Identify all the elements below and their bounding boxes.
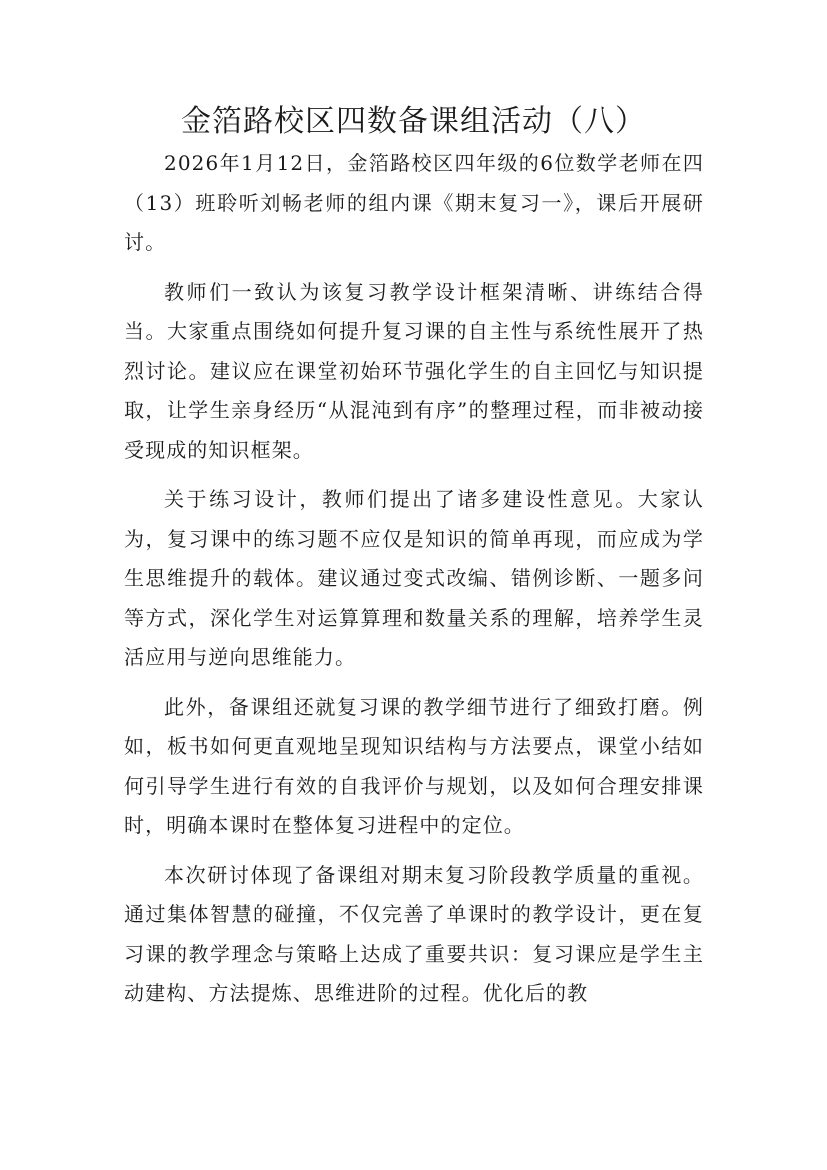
paragraph-2: 教师们一致认为该复习教学设计框架清晰、讲练结合得当。大家重点围绕如何提升复习课的自主性与系统性展开了热烈讨论。建议应在课堂初始环节强化学生的自主回忆与知识提取，让学生亲身经历“从混沌到有序”的整理过程，而非被动接受现成的知识框架。 [124, 279, 704, 462]
paragraph-3: 关于练习设计，教师们提出了诸多建设性意见。大家认为，复习课中的练习题不应仅是知识的简单再现，而应成为学生思维提升的载体。建议通过变式改编、错例诊断、一题多问等方式，深化学生对运算算理和数量关系的理解，培养学生灵活应用与逆向思维能力。 [124, 487, 704, 669]
paragraph-1: 2026年1月12日，金箔路校区四年级的6位数学老师在四（13）班聆听刘畅老师的组内课《期末复习一》，课后开展研讨。 [124, 151, 704, 254]
paragraph-5: 本次研讨体现了备课组对期末复习阶段教学质量的重视。通过集体智慧的碰撞，不仅完善了单课时的教学设计，更在复习课的教学理念与策略上达成了重要共识：复习课应是学生主动建构、方法提炼、思维进阶的过程。优化后的教 [124, 862, 704, 1005]
paragraph-4: 此外，备课组还就复习课的教学细节进行了细致打磨。例如，板书如何更直观地呈现知识结构与方法要点，课堂小结如何引导学生进行有效的自我评价与规划，以及如何合理安排课时，明确本课时在整体复习进程中的定位。 [124, 694, 704, 837]
document-title: 金箔路校区四数备课组活动（八） [181, 104, 646, 139]
document-body [124, 144, 704, 1024]
